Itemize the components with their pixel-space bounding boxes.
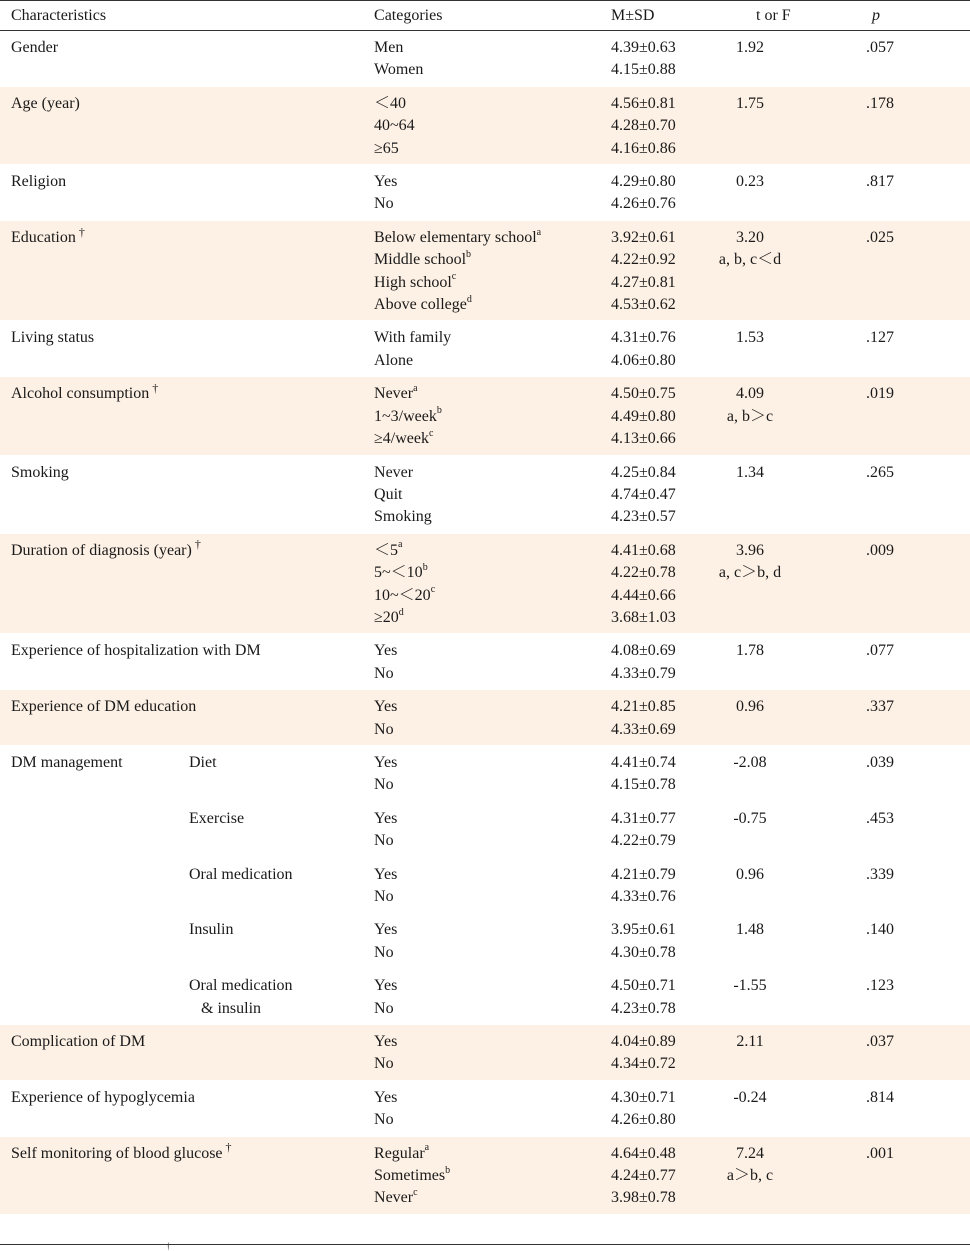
t-or-f-cell: [718, 220, 846, 321]
categories-cell: [363, 533, 578, 634]
msd-cell: [578, 165, 718, 221]
categories-cell: [363, 455, 578, 533]
category-superscript: c: [413, 1187, 418, 1199]
p-value: .039: [866, 753, 895, 771]
p-value: .057: [866, 39, 895, 56]
category-item: Yes: [374, 642, 398, 660]
dagger-mark: †: [152, 380, 159, 395]
msd-value: 4.23±0.78: [611, 999, 676, 1017]
category-superscript: b: [422, 561, 428, 573]
category-item: No: [374, 195, 394, 213]
category-item: Never$^a$: [374, 382, 418, 403]
category-superscript: b: [436, 405, 442, 417]
t-or-f-value: 1.53: [736, 329, 765, 347]
table-row: [0, 533, 970, 634]
msd-cell: [578, 690, 718, 746]
characteristic-cell: [0, 857, 178, 913]
p-value: .814: [866, 1088, 895, 1106]
p-value-cell: [846, 321, 970, 377]
category-item: Men: [374, 39, 404, 56]
category-item: Women: [374, 61, 424, 79]
p-value: .019: [866, 385, 895, 403]
characteristic-cell: [0, 913, 178, 969]
t-or-f-cell: [718, 801, 846, 857]
categories-cell: [363, 31, 578, 87]
category-item: Below elementary school$^a$: [374, 226, 542, 246]
msd-value: 4.41±0.74: [611, 753, 676, 771]
p-value: .140: [866, 921, 895, 939]
msd-cell: [578, 801, 718, 857]
msd-value: 4.24±0.77: [611, 1167, 676, 1185]
p-value-cell: [846, 857, 970, 913]
t-or-f-value: 7.24: [736, 1144, 765, 1162]
msd-value: 4.31±0.76: [611, 329, 676, 347]
characteristic-cell: [0, 455, 363, 533]
msd-value: 4.15±0.78: [611, 776, 676, 794]
characteristic-cell: [0, 31, 363, 87]
subcategory-cell: [178, 913, 363, 969]
category-item: No: [374, 888, 394, 905]
msd-cell: [578, 321, 718, 377]
characteristic-cell: [0, 321, 363, 377]
category-item: Yes: [374, 921, 398, 939]
msd-value: 4.53±0.62: [611, 296, 676, 314]
msd-value: 4.21±0.85: [611, 698, 676, 716]
table-row: [0, 634, 970, 690]
category-item: No: [374, 1055, 394, 1073]
p-value: .453: [866, 809, 895, 827]
p-value: .077: [866, 642, 895, 660]
t-or-f-value: 3.96: [736, 541, 765, 559]
msd-value: 4.25±0.84: [611, 463, 676, 481]
msd-cell: [578, 1025, 718, 1081]
category-item: ≥4/week$^c$: [374, 427, 434, 448]
msd-value: 4.49±0.80: [611, 407, 676, 425]
categories-cell: [363, 634, 578, 690]
dagger-mark: †: [194, 537, 201, 552]
table-row: [0, 1025, 970, 1081]
msd-value: 4.44±0.66: [611, 586, 676, 604]
table-row: [0, 377, 970, 455]
category-item: Sometimes$^b$: [374, 1164, 451, 1185]
p-value-cell: [846, 31, 970, 87]
category-item: Regular$^a$: [374, 1142, 430, 1162]
table-row: [0, 1136, 970, 1214]
p-value-cell: [846, 913, 970, 969]
p-value-cell: [846, 1025, 970, 1081]
category-item: No: [374, 720, 394, 738]
subcategory-label: Oral medication: [189, 977, 293, 995]
t-or-f-value: 1.48: [736, 921, 765, 939]
characteristic-label: Gender: [11, 39, 59, 56]
categories-cell: [363, 1025, 578, 1081]
categories-cell: [363, 690, 578, 746]
characteristic-label: Smoking: [11, 463, 69, 481]
msd-cell: [578, 745, 718, 801]
p-value-cell: [846, 745, 970, 801]
categories-cell: [363, 913, 578, 969]
category-superscript: b: [445, 1164, 451, 1176]
category-superscript: a: [424, 1142, 430, 1154]
msd-value: 4.26±0.76: [611, 195, 676, 213]
msd-cell: [578, 377, 718, 455]
category-item: Yes: [374, 809, 398, 827]
p-value-cell: [846, 533, 970, 634]
t-or-f-cell: [718, 321, 846, 377]
t-or-f-cell: [718, 31, 846, 87]
table-row: [0, 913, 970, 969]
msd-value: 4.39±0.63: [611, 39, 676, 56]
msd-value: 4.56±0.81: [611, 94, 676, 112]
posthoc-result: a, b, c＜d: [718, 251, 782, 269]
characteristic-label: Complication of DM: [11, 1033, 146, 1051]
msd-value: 3.98±0.78: [611, 1189, 676, 1207]
msd-value: 4.34±0.72: [611, 1055, 676, 1073]
table-row: [0, 31, 970, 87]
msd-cell: [578, 455, 718, 533]
msd-value: 4.21±0.79: [611, 865, 676, 883]
characteristic-cell: [0, 1080, 363, 1136]
table-row: [0, 220, 970, 321]
t-or-f-cell: [718, 1080, 846, 1136]
category-item: No: [374, 943, 394, 961]
category-item: Smoking: [374, 508, 432, 526]
category-item: Yes: [374, 173, 398, 191]
category-item: Yes: [374, 1033, 398, 1051]
characteristic-cell: [0, 745, 178, 801]
p-value: .337: [866, 698, 895, 716]
msd-cell: [578, 220, 718, 321]
msd-cell: [578, 969, 718, 1025]
msd-cell: [578, 31, 718, 87]
subcategory-label: Insulin: [189, 921, 234, 939]
table-row: [0, 690, 970, 746]
category-superscript: c: [430, 584, 436, 596]
subcategory-label: Diet: [189, 753, 217, 771]
table-row: [0, 857, 970, 913]
subcategory-label: Oral medication: [189, 865, 293, 883]
categories-cell: [363, 220, 578, 321]
msd-cell: [578, 1136, 718, 1214]
categories-cell: [363, 745, 578, 801]
categories-cell: [363, 969, 578, 1025]
msd-value: 4.13±0.66: [611, 430, 676, 448]
category-item: Above college$^d$: [374, 293, 472, 314]
category-superscript: c: [429, 427, 434, 439]
characteristic-label: Religion: [11, 173, 67, 191]
category-superscript: d: [466, 293, 472, 305]
t-or-f-value: 1.75: [736, 94, 765, 112]
t-or-f-value: 1.34: [736, 463, 765, 481]
categories-cell: [363, 1136, 578, 1214]
msd-value: 4.64±0.48: [611, 1144, 676, 1162]
p-value: .001: [866, 1144, 895, 1162]
t-or-f-cell: [718, 377, 846, 455]
header-categories: Categories: [363, 1, 578, 31]
posthoc-result: a＞b, c: [726, 1167, 774, 1185]
msd-cell: [578, 86, 718, 164]
characteristic-cell: [0, 1025, 363, 1081]
p-value: .009: [866, 541, 895, 559]
table-header: [0, 1, 970, 31]
category-superscript: c: [451, 271, 457, 283]
category-superscript: a: [536, 226, 542, 238]
characteristic-label: Experience of hypoglycemia: [11, 1088, 195, 1106]
t-or-f-cell: [718, 913, 846, 969]
category-item: No: [374, 776, 394, 794]
table-row: [0, 969, 970, 1025]
msd-cell: [578, 857, 718, 913]
category-item: $10\sim<20^c$: [374, 584, 436, 604]
msd-value: 4.22±0.79: [611, 832, 676, 850]
t-or-f-value: -1.55: [733, 977, 767, 995]
header-p: p: [846, 1, 970, 31]
t-or-f-cell: [718, 86, 846, 164]
category-item: No: [374, 1111, 394, 1129]
t-or-f-cell: [718, 634, 846, 690]
characteristic-cell: [0, 86, 363, 164]
posthoc-result: a, b＞c: [726, 407, 774, 425]
category-superscript: a: [413, 382, 418, 394]
characteristic-cell: [0, 220, 363, 321]
p-value: .123: [866, 977, 895, 995]
msd-value: 4.26±0.80: [611, 1111, 676, 1129]
p-value-cell: [846, 1080, 970, 1136]
category-item: Yes: [374, 698, 398, 716]
category-item: $<5^a$: [374, 539, 403, 559]
subcategory-cell: [178, 969, 363, 1025]
category-item: $\ge 20^d$: [374, 606, 404, 626]
t-or-f-value: 0.96: [736, 865, 765, 883]
characteristic-cell: [0, 801, 178, 857]
p-value-cell: [846, 634, 970, 690]
characteristic-label: Age (year): [11, 94, 80, 112]
p-value-cell: [846, 969, 970, 1025]
header-characteristics: Characteristics: [0, 1, 363, 31]
msd-value: 4.74±0.47: [611, 485, 676, 503]
p-value-cell: [846, 165, 970, 221]
msd-value: 4.31±0.77: [611, 809, 676, 827]
msd-cell: [578, 533, 718, 634]
category-item: No: [374, 832, 394, 850]
p-value-cell: [846, 377, 970, 455]
category-item: $5\sim<10^b$: [374, 561, 428, 582]
t-or-f-value: 4.09: [736, 385, 765, 403]
category-superscript: a: [398, 539, 403, 551]
p-value-cell: [846, 220, 970, 321]
category-item: ＜40: [374, 94, 407, 112]
msd-value: 4.22±0.78: [611, 564, 676, 582]
msd-value: 4.04±0.89: [611, 1033, 676, 1051]
category-superscript: d: [398, 606, 404, 618]
characteristic-cell: [0, 690, 363, 746]
subcategory-cell: [178, 801, 363, 857]
category-superscript: b: [466, 248, 472, 260]
category-item: With family: [374, 329, 452, 347]
msd-cell: [578, 1080, 718, 1136]
msd-value: 4.41±0.68: [611, 541, 676, 559]
categories-cell: [363, 857, 578, 913]
characteristic-cell: [0, 377, 363, 455]
characteristic-cell: [0, 1136, 363, 1214]
category-item: Middle school$^b$: [374, 248, 472, 269]
category-item: No: [374, 999, 394, 1017]
category-item: Alone: [374, 351, 414, 369]
p-value: .127: [866, 329, 895, 347]
table-body: [0, 31, 970, 1215]
msd-value: 4.33±0.69: [611, 720, 676, 738]
t-or-f-cell: [718, 745, 846, 801]
characteristic-label: Self monitoring of blood glucose: [11, 1144, 223, 1162]
p-value: .178: [866, 94, 895, 112]
p-value: .265: [866, 463, 895, 481]
p-value-cell: [846, 86, 970, 164]
t-or-f-value: 1.78: [736, 642, 765, 660]
table-row: [0, 1080, 970, 1136]
t-or-f-cell: [718, 533, 846, 634]
msd-value: 3.95±0.61: [611, 921, 676, 939]
p-value-cell: [846, 455, 970, 533]
subcategory-label: & insulin: [189, 999, 262, 1017]
characteristic-label: Experience of DM education: [11, 698, 197, 716]
categories-cell: [363, 86, 578, 164]
header-msd: M±SD: [578, 1, 718, 31]
subcategory-label: Exercise: [189, 809, 245, 827]
table-bottom-rule: [0, 1244, 970, 1245]
category-item: Quit: [374, 485, 403, 503]
table-row: [0, 86, 970, 164]
p-value: .817: [866, 173, 895, 191]
table-row: [0, 455, 970, 533]
t-or-f-value: -0.75: [733, 809, 767, 827]
msd-value: 4.28±0.70: [611, 117, 676, 135]
t-or-f-cell: [718, 165, 846, 221]
header-t-or-f: t or F: [718, 1, 846, 31]
category-item: Never: [374, 463, 414, 481]
t-or-f-value: 3.20: [736, 228, 765, 246]
characteristic-cell: [0, 533, 363, 634]
categories-cell: [363, 321, 578, 377]
categories-cell: [363, 165, 578, 221]
characteristic-label: DM management: [11, 753, 123, 771]
dagger-mark: †: [225, 1140, 232, 1155]
p-value: .025: [866, 228, 895, 246]
category-item: Yes: [374, 865, 398, 883]
subcategory-cell: [178, 745, 363, 801]
category-item: Never$^c$: [374, 1187, 418, 1207]
characteristic-cell: [0, 634, 363, 690]
subcategory-cell: [178, 857, 363, 913]
categories-cell: [363, 1080, 578, 1136]
msd-cell: [578, 634, 718, 690]
msd-value: 4.15±0.88: [611, 61, 676, 79]
msd-value: 4.23±0.57: [611, 508, 676, 526]
msd-value: 4.08±0.69: [611, 642, 676, 660]
p-value-cell: [846, 1136, 970, 1214]
footnote-fragment: †: [166, 1241, 171, 1251]
category-item: Yes: [374, 977, 398, 995]
characteristic-cell: [0, 969, 178, 1025]
msd-value: 4.29±0.80: [611, 173, 676, 191]
msd-value: 4.30±0.71: [611, 1088, 676, 1106]
category-item: 40~64: [374, 117, 415, 135]
characteristic-label: Alcohol consumption: [11, 385, 150, 403]
table-row: [0, 321, 970, 377]
characteristic-label: Living status: [11, 329, 95, 347]
characteristic-cell: [0, 165, 363, 221]
msd-value: 3.92±0.61: [611, 228, 676, 246]
t-or-f-value: -0.24: [733, 1088, 767, 1106]
p-value-cell: [846, 690, 970, 746]
t-or-f-cell: [718, 1025, 846, 1081]
characteristic-label: Experience of hospitalization with DM: [11, 642, 261, 660]
table-row: [0, 801, 970, 857]
category-item: Yes: [374, 1088, 398, 1106]
category-item: Yes: [374, 753, 398, 771]
msd-value: 4.06±0.80: [611, 351, 676, 369]
t-or-f-cell: [718, 969, 846, 1025]
t-or-f-value: -2.08: [733, 753, 767, 771]
msd-value: 4.50±0.75: [611, 385, 676, 403]
categories-cell: [363, 801, 578, 857]
msd-value: 4.33±0.79: [611, 664, 676, 682]
msd-value: 4.30±0.78: [611, 943, 676, 961]
t-or-f-cell: [718, 1136, 846, 1214]
p-value: .037: [866, 1033, 895, 1051]
categories-cell: [363, 377, 578, 455]
characteristic-label: Education: [11, 228, 76, 246]
t-or-f-value: 0.23: [736, 173, 765, 191]
msd-value: 4.16±0.86: [611, 139, 676, 157]
category-item: No: [374, 664, 394, 682]
table-row: [0, 745, 970, 801]
t-or-f-value: 0.96: [736, 698, 765, 716]
category-item: High school$^c$: [374, 271, 457, 291]
posthoc-result: a, c＞b, d: [718, 564, 782, 582]
t-or-f-value: 1.92: [736, 39, 765, 56]
characteristic-label: Duration of diagnosis (year): [11, 541, 192, 559]
category-item: 1~3/week$^b$: [374, 405, 442, 425]
msd-value: 4.22±0.92: [611, 251, 676, 269]
msd-value: 4.33±0.76: [611, 888, 676, 905]
dagger-mark: †: [78, 224, 85, 239]
msd-value: 3.68±1.03: [611, 608, 676, 626]
t-or-f-cell: [718, 857, 846, 913]
category-item: ≥65: [374, 139, 399, 157]
msd-cell: [578, 913, 718, 969]
t-or-f-cell: [718, 455, 846, 533]
t-or-f-value: 2.11: [736, 1033, 764, 1051]
t-or-f-cell: [718, 690, 846, 746]
p-value: .339: [866, 865, 895, 883]
table-row: [0, 165, 970, 221]
msd-value: 4.27±0.81: [611, 273, 676, 291]
p-value-cell: [846, 801, 970, 857]
msd-value: 4.50±0.71: [611, 977, 676, 995]
